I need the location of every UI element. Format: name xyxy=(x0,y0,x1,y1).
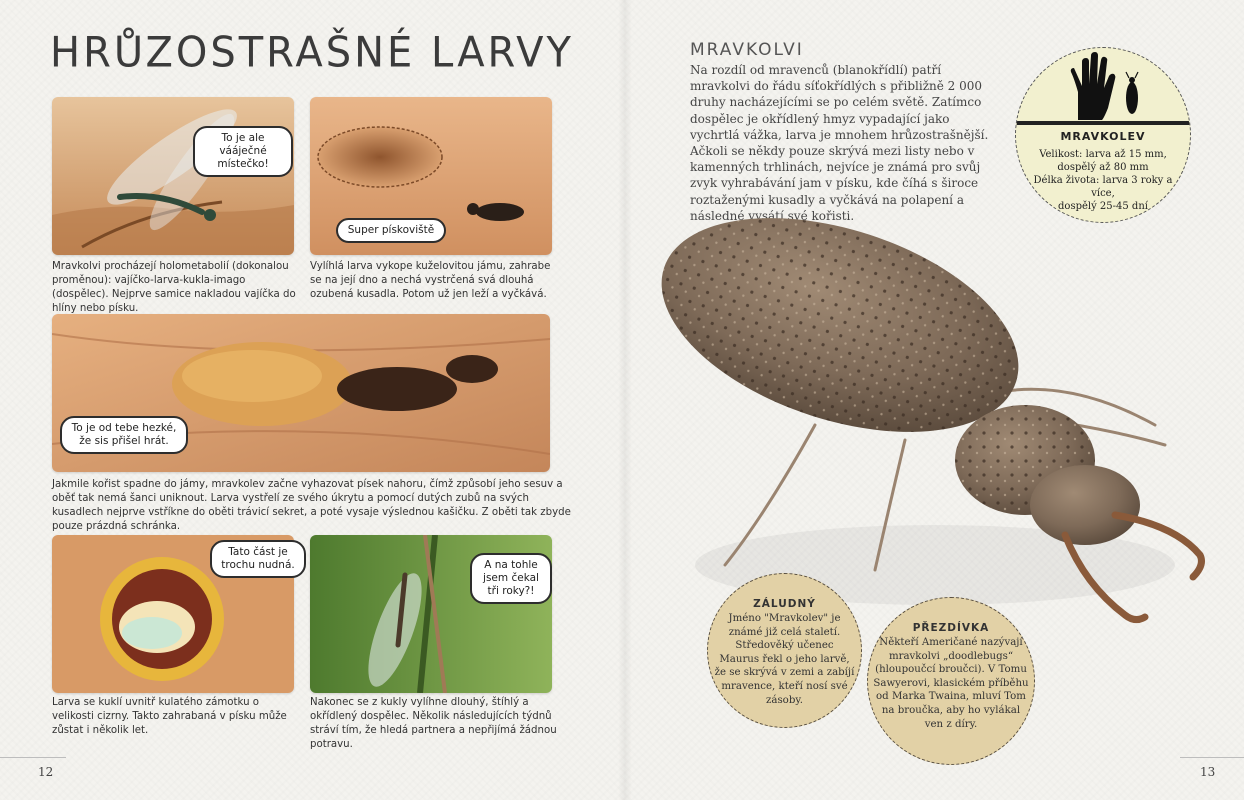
speech-bubble: To je ale vááječné místečko! xyxy=(193,126,293,177)
page-number-left: 12 xyxy=(38,765,54,779)
info-box-divider xyxy=(1016,121,1190,125)
panel-caption: Vylíhlá larva vykope kuželovitou jámu, zahrabe se na její dno a nechá vystrčená svá dlouhá ozubená kusadla. Potom už jen leží a vyčkává. xyxy=(310,261,551,300)
section-heading: MRAVKOLVI xyxy=(690,40,804,60)
fact-box-text: Někteří Američané nazývají mravkolvi „doodlebugs“ (hloupoučcí broučci). V Tomu Sawyerovi, klasickém příběhu od Marka Twaina, mluví Tom na broučka, aby ho vylákal ven z díry. xyxy=(873,637,1029,730)
fact-box-title: ZÁLUDNÝ xyxy=(753,598,816,610)
book-gutter xyxy=(618,0,632,800)
fact-box-nickname xyxy=(867,597,1035,765)
info-box xyxy=(1015,47,1191,223)
page-number-right: 13 xyxy=(1200,765,1216,779)
panel-caption: Jakmile kořist spadne do jámy, mravkolev začne vyhazovat písek nahoru, čímž způsobí jeho sesuv a oběť tak nemá šanci uniknout. Larva vystřelí ze svého úkrytu a pomocí dutých zubů na svých kusadlech nejprve vstříkne do oběti trávicí sekret, a poté vysaje výslednou kašičku. Z oběti tak zbyde pouze prázdná schránka. xyxy=(52,479,571,532)
section-text: Na rozdíl od mravenců (blanokřídlí) patří mravkolvi do řádu síťokřídlých s přibližně 2 000 druhy nacházejícími se po celém světě. Zatímco dospělec je okřídlený hmyz vypadající jako vychrtlá vážka, larva je mnohem hrůzostrašnější. Ačkoli se někdy pouze skrývá mezi listy nebo v kamenných trhlinách, nejvíce je známá pro svůj zvyk vyhrabávání jam v písku, kde číhá s široce roztaženými kusadly a vyčkává na polapení a následné vysátí své kořisti. xyxy=(690,63,989,223)
panel-caption: Larva se kuklí uvnitř kulatého zámotku o velikosti cizrny. Takto zahrabaná v písku může zůstat i několik let. xyxy=(52,697,287,736)
info-box-title: MRAVKOLEV xyxy=(1060,130,1146,143)
fact-box-sneaky xyxy=(707,573,862,728)
speech-bubble: Tato část je trochu nudná. xyxy=(210,540,306,578)
fact-box-title: PŘEZDÍVKA xyxy=(912,622,990,634)
fact-box-text: Jméno "Mravkolev" je známé již celá staletí. Středověký učenec Maurus řekl o jeho larvě, že se skrývá v zemi a zabíjí mravence, kteří nosí své zásoby. xyxy=(714,613,855,706)
speech-bubble: Super pískoviště xyxy=(336,218,446,243)
footer-rule-left xyxy=(0,757,66,758)
panel-caption: Mravkolvi procházejí holometabolií (dokonalou proměnou): vajíčko-larva-kukla-imago (dospělec). Nejprve samice nakladou vajíčka do hlíny nebo písku. xyxy=(52,261,296,314)
antlion-larva-photo xyxy=(645,205,1225,645)
speech-bubble: To je od tebe hezké, že sis přišel hrát. xyxy=(60,416,188,454)
panel-caption: Nakonec se z kukly vylíhne dlouhý, štíhlý a okřídlený dospělec. Několik následujících týdnů stráví tím, že hledá partnera a nepřijímá žádnou potravu. xyxy=(310,697,557,750)
info-box-text: Velikost: larva až 15 mm, dospělý až 80 mm Délka života: larva 3 roky a více, dospělý 25-45 dní xyxy=(1033,149,1173,212)
hand-scale-icon xyxy=(1016,48,1191,128)
footer-rule-right xyxy=(1180,757,1244,758)
speech-bubble: A na tohle jsem čekal tři roky?! xyxy=(470,553,552,604)
page-title: HRŮZOSTRAŠNÉ LARVY xyxy=(50,28,574,78)
